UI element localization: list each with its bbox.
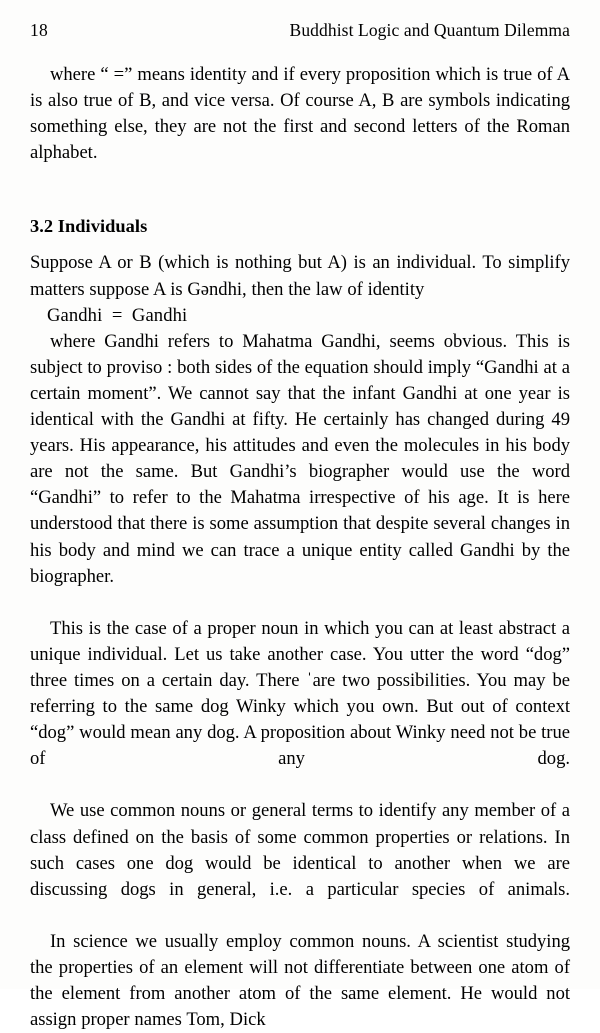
paragraph-common-nouns-class: We use common nouns or general terms to identify any member of a class defined on the basis of some common properties or relations. In such cases one dog would be identical to another when we are discussing dogs in general, i.e. a particular species of animals. [30, 800, 570, 900]
page-number: 18 [30, 20, 48, 40]
paragraph-in-science-common-nouns: In science we usually employ common nouns. A scientist studying the properties of an element will not differentiate between one atom of the element from another atom of the same element. He would not assign proper names Tom, Dick [30, 930, 570, 1031]
page-header [30, 22, 570, 46]
section-heading-3-2-individuals: 3.2 Individuals [30, 216, 148, 237]
paragraph-where-means-identity: where “ =” means identity and if every proposition which is true of A is also true of B, and vice versa. Of course A, B are symbols indicating something else, they are not the first and second letters of the Roman alphabet. [30, 64, 570, 164]
body-text-block [30, 62, 570, 1033]
spacer-after-heading [30, 239, 570, 250]
paragraph-where-gandhi-refers: where Gandhi refers to Mahatma Gandhi, seems obvious. This is subject to proviso : both sides of the equation should imply “Gandhi at a certain moment”. We cannot say that the infant Gandhi at one year is identical with the Gandhi at fifty. He certainly has changed during 49 years. His appearance, his attitudes and even the molecules in his body are not the same. But Gandhi’s biographer would use the word “Gandhi” to refer to the Mahatma irrespective of his age. It is here understood that there is some assumption that despite several changes in his body and mind we can trace a unique entity called Gandhi by the biographer. [30, 330, 570, 587]
paragraph-proper-noun-case: This is the case of a proper noun in which you can at least abstract a unique individual. Let us take another case. You utter the word “dog” three times on a certain day. There ˈare two possibilities. You may be referring to the same dog Winky which you own. But out of context “dog” would mean any dog. A proposition about Winky need not be true of any dog. [30, 617, 570, 770]
running-title: Buddhist Logic and Quantum Dilemma [289, 20, 570, 40]
display-equation-gandhi-identity: Gandhi = Gandhi [47, 304, 188, 326]
spacer-before-heading [30, 192, 570, 213]
paragraph-suppose-a-or-b: Suppose A or B (which is nothing but A) is an individual. To simplify matters suppose A is Gəndhi, then the law of identity [30, 252, 570, 300]
